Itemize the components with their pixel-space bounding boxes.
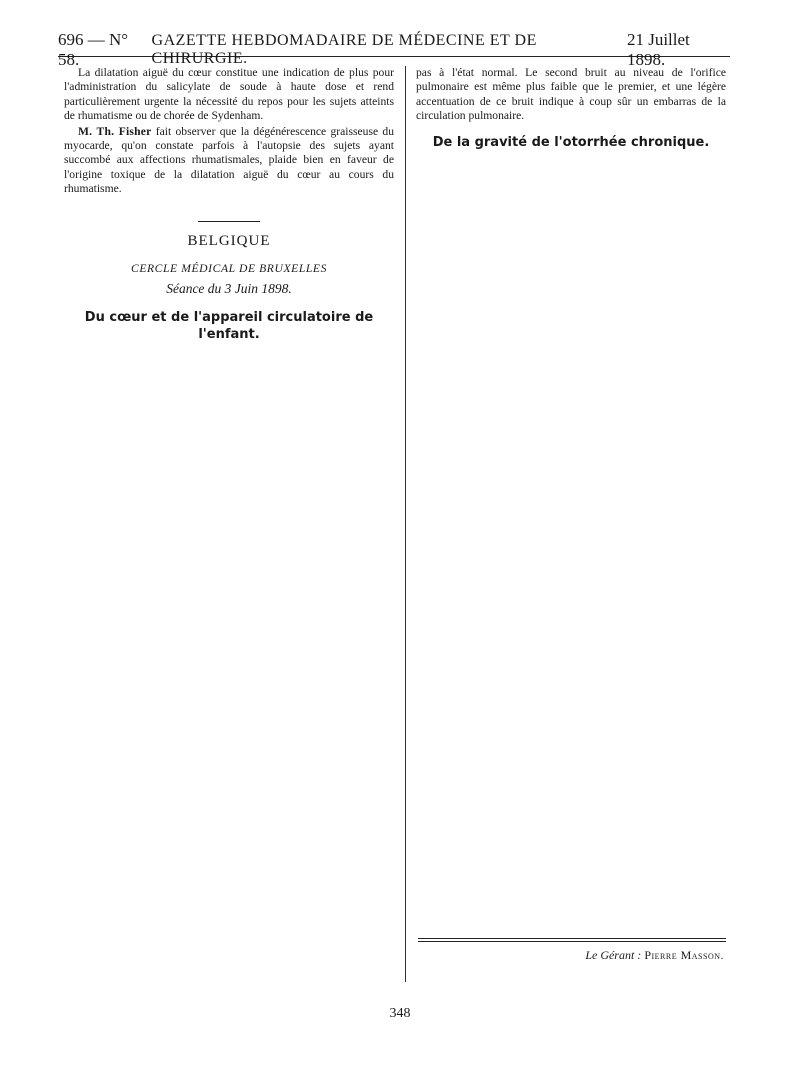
right-column xyxy=(416,66,726,996)
speaker-name: M. Th. Fisher xyxy=(78,124,152,138)
left-column xyxy=(64,66,394,996)
page-number: 348 xyxy=(389,1006,411,1021)
page-issue-number: 696 — N° 58. xyxy=(58,30,129,69)
section-heading-belgique: BELGIQUE xyxy=(187,232,271,249)
section-divider xyxy=(198,221,260,222)
article-title-otorrhee: De la gravité de l'otorrhée chronique. xyxy=(432,134,710,150)
paragraph-text: fait observer que la dégénérescence graisseuse du myocarde, qu'on constate parfois à l'autopsie des sujets ayant succombé aux affections rhumatismales, plaide bien en faveur de l'origine toxique de la dilatation aiguë du cœur au cours du rhumatisme. xyxy=(64,124,394,196)
paragraph-continuation: pas à l'état normal. Le second bruit au niveau de l'orifice pulmonaire est même plus faible que le premier, et une légère accentuation de ce bruit indique à coup sûr un embarras de la circulation pulmonaire. xyxy=(416,66,726,123)
column-divider xyxy=(405,66,406,982)
gerant-label: Le Gérant : xyxy=(585,948,642,962)
gerant-name: Pierre Masson. xyxy=(644,948,724,962)
paragraph-dilatation: La dilatation aiguë du cœur constitue une indication de plus pour l'administration du salicylate de soude à haute dose et rend particulièrement urgente la nécessité du repos pour les sujets atteints de rhumatisme ou de chorée de Sydenham. xyxy=(64,66,394,123)
article-title-coeur: Du cœur et de l'appareil circulatoire de l'enfant. xyxy=(84,309,374,342)
society-name: CERCLE MÉDICAL DE BRUXELLES xyxy=(130,262,327,276)
journal-title: GAZETTE HEBDOMADAIRE DE MÉDECINE ET DE CHIRURGIE. xyxy=(151,32,537,67)
footer-rule-double xyxy=(418,941,726,942)
session-date: Séance du 3 Juin 1898. xyxy=(166,281,292,297)
running-header xyxy=(58,30,730,69)
footer-rule xyxy=(418,938,726,939)
issue-date: 21 Juillet 1898. xyxy=(626,30,690,69)
gerant-signature xyxy=(585,948,724,963)
paragraph-fisher xyxy=(64,125,394,197)
